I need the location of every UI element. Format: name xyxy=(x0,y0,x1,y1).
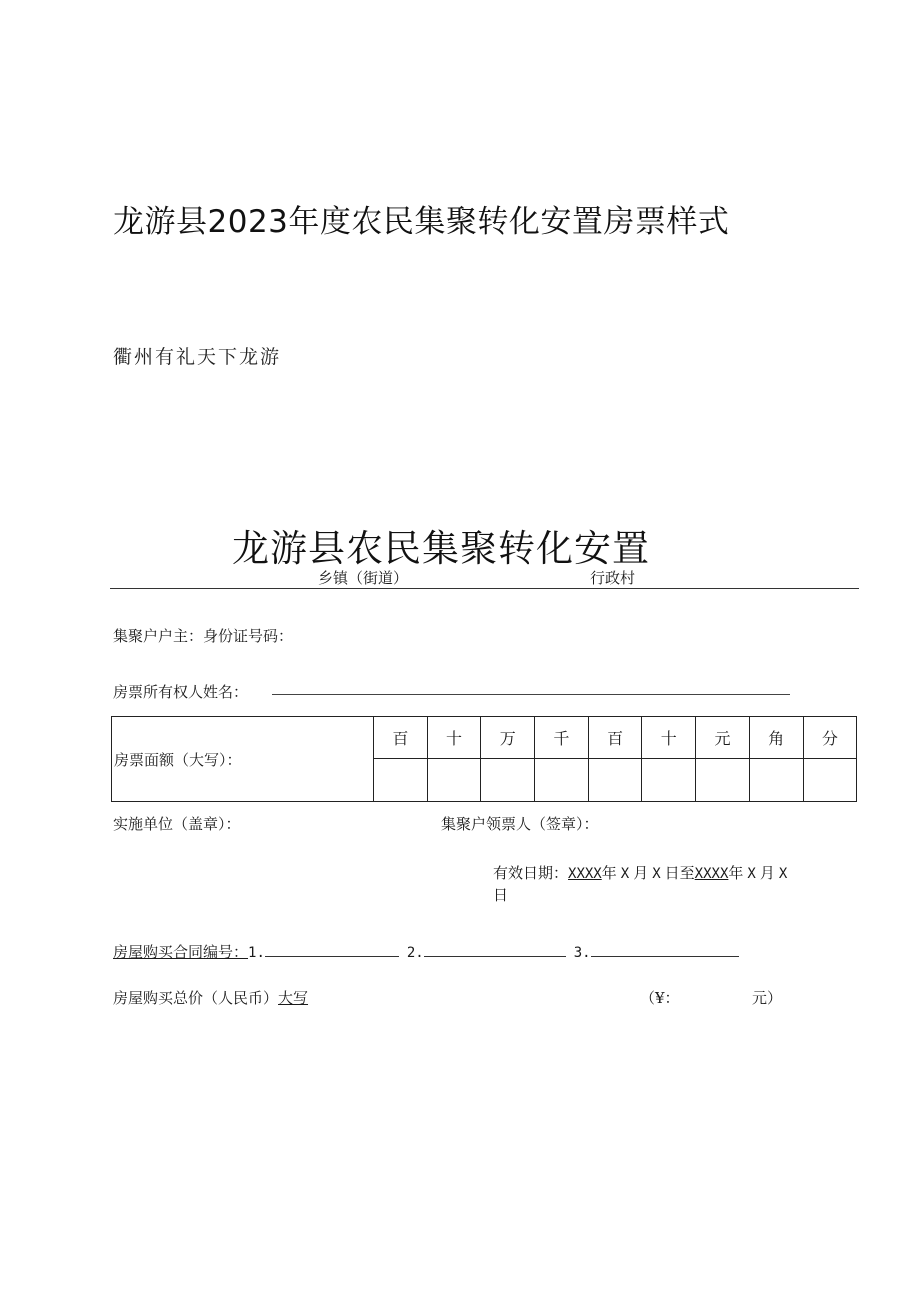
validity-end-year: XXXX xyxy=(694,866,729,882)
amount-digit-cell[interactable] xyxy=(374,759,428,802)
validity-start-year: XXXX xyxy=(568,866,602,882)
year-char: 年 xyxy=(728,864,744,882)
contract-number-line xyxy=(113,941,739,962)
total-price-yuan-prefix: （¥： xyxy=(640,989,680,1007)
unit-yuan: 元 xyxy=(696,717,750,759)
amount-table xyxy=(111,716,857,802)
unit-ten: 十 xyxy=(642,717,696,759)
amount-digit-cell[interactable] xyxy=(803,759,857,802)
contract-field-2[interactable] xyxy=(424,942,566,957)
unit-jiao: 角 xyxy=(749,717,803,759)
amount-digit-cell[interactable] xyxy=(696,759,750,802)
unit-ten-million: 十 xyxy=(427,717,481,759)
total-price-label: 房屋购买总价（人民币） xyxy=(113,989,279,1007)
validity-line xyxy=(493,862,787,883)
amount-digit-cell[interactable] xyxy=(535,759,589,802)
validity-prefix: 有效日期： xyxy=(493,864,569,882)
contract-item-1: 1. xyxy=(248,945,265,961)
total-price-caps[interactable]: 大写 xyxy=(278,989,309,1007)
contract-item-3: 3. xyxy=(573,945,591,961)
contract-item-2: 2. xyxy=(406,945,424,961)
year-char: 年 xyxy=(601,864,617,882)
document-title: 龙游县2023年度农民集聚转化安置房票样式 xyxy=(113,204,730,240)
slogan: 衢州有礼天下龙游 xyxy=(113,346,282,368)
month-char: 月 xyxy=(759,864,775,882)
issuer-seal-label: 实施单位（盖章）： xyxy=(113,815,241,833)
recipient-signature-label: 集聚户领票人（签章）： xyxy=(441,815,599,833)
month-char: 月 xyxy=(633,864,649,882)
town-label: 乡镇（街道） xyxy=(318,569,409,587)
unit-fen: 分 xyxy=(803,717,857,759)
amount-digit-cell[interactable] xyxy=(481,759,535,802)
amount-digit-cell[interactable] xyxy=(749,759,803,802)
contract-field-1[interactable] xyxy=(265,942,399,957)
householder-id-label: 集聚户户主：身份证号码： xyxy=(113,627,294,645)
ticket-title: 龙游县农民集聚转化安置 xyxy=(232,527,650,570)
unit-ten-thousand: 万 xyxy=(481,717,535,759)
amount-digit-cell[interactable] xyxy=(642,759,696,802)
amount-digit-cell[interactable] xyxy=(588,759,642,802)
contract-field-3[interactable] xyxy=(591,942,739,957)
validity-start-day: X xyxy=(652,866,661,882)
owner-name-label: 房票所有权人姓名： xyxy=(113,683,249,701)
validity-end-day: X xyxy=(778,866,788,882)
day-to-char: 日至 xyxy=(664,864,695,882)
total-price-yuan-suffix: 元） xyxy=(752,989,783,1007)
village-label: 行政村 xyxy=(590,569,636,587)
contract-number-label: 房屋购买合同编号： xyxy=(113,943,249,961)
validity-end-month: X xyxy=(747,866,756,882)
validity-day-char: 日 xyxy=(493,886,509,904)
amount-digit-cell[interactable] xyxy=(427,759,481,802)
amount-label: 房票面额（大写）： xyxy=(112,717,374,802)
header-rule xyxy=(110,588,859,589)
total-price-line xyxy=(113,987,308,1008)
validity-start-month: X xyxy=(620,866,630,882)
unit-thousand: 千 xyxy=(535,717,589,759)
unit-hundred: 百 xyxy=(588,717,642,759)
owner-name-field[interactable] xyxy=(272,694,790,695)
unit-hundred-million: 百 xyxy=(374,717,428,759)
